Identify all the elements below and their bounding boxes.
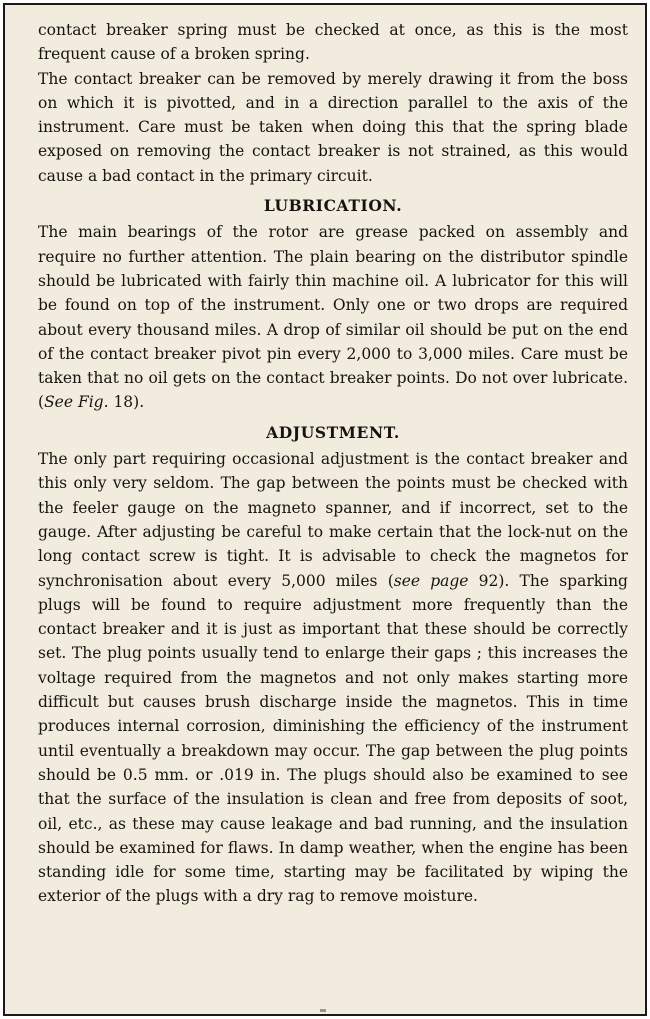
adjustment-text-end: 92). The sparking plugs will be found to require adjustment more frequently than the contact breaker and it is just as important that these should be correctly set. The plug points usually tend to enlarge their gaps ; this increases the voltage required from the magnetos and not only makes starting more difficult but causes brush discharge inside the magnetos. This in time produces internal corrosion, diminishing the efficiency of the instrument until eventually a breakdown may occur. The gap between the plug points should be 0.5 mm. or .019 in. The plugs should also be examined to see that the surface of the insulation is clean and free from deposits of soot, oil, etc., as these may cause leakage and bad running, and the insulation should be examined for flaws. In damp weather, when the engine has been standing idle for some time, starting may be facilitated by wiping the exterior of the plugs with a dry rag to remove moisture. — [38, 571, 628, 906]
heading-lubrication: LUBRICATION. — [263, 196, 403, 216]
folio-mark — [320, 1009, 326, 1012]
paragraph-lubrication — [38, 220, 628, 414]
adjustment-text: The only part requiring occasional adjustment is the contact breaker and this only very seldom. The gap between the points must be checked with the feeler gauge on the magneto spanner, and if incorrect, set to the gauge. After adjusting be careful to make certain that the lock-nut on the long contact screw is tight. It is advisable to check the magnetos for synchronisation about every 5,000 miles ( — [38, 450, 628, 590]
paragraph-adjustment — [38, 447, 628, 909]
lubrication-text-end: 18). — [108, 393, 145, 412]
document-page — [38, 18, 628, 909]
paragraph-contact-breaker-removal: The contact breaker can be removed by merely drawing it from the boss on which it is pivotted, and in a direction parallel to the axis of the instrument. Care must be taken when doing this that the spring blade exposed on removing the contact breaker is not strained, as this would cause a bad contact in the primary circuit. — [38, 69, 628, 185]
paragraph-contact-spring: contact breaker spring must be checked at once, as this is the most frequent cause of a broken spring. — [38, 21, 628, 64]
heading-adjustment: ADJUSTMENT. — [266, 422, 400, 442]
lubrication-text: The main bearings of the rotor are grease packed on assembly and require no further attention. The plain bearing on the distributor spindle should be lubricated with fairly thin machine oil. A lubricator for this will be found on top of the instrument. Only one or two drops are required about every thousand miles. A drop of similar oil should be put on the end of the contact breaker pivot pin every 2,000 to 3,000 miles. Care must be taken that no oil gets on the contact breaker points. Do not over lubricate. ( — [38, 223, 628, 412]
page-frame — [3, 3, 647, 1016]
figure-reference: See Fig. — [44, 393, 109, 412]
page-reference: see page — [393, 571, 469, 590]
